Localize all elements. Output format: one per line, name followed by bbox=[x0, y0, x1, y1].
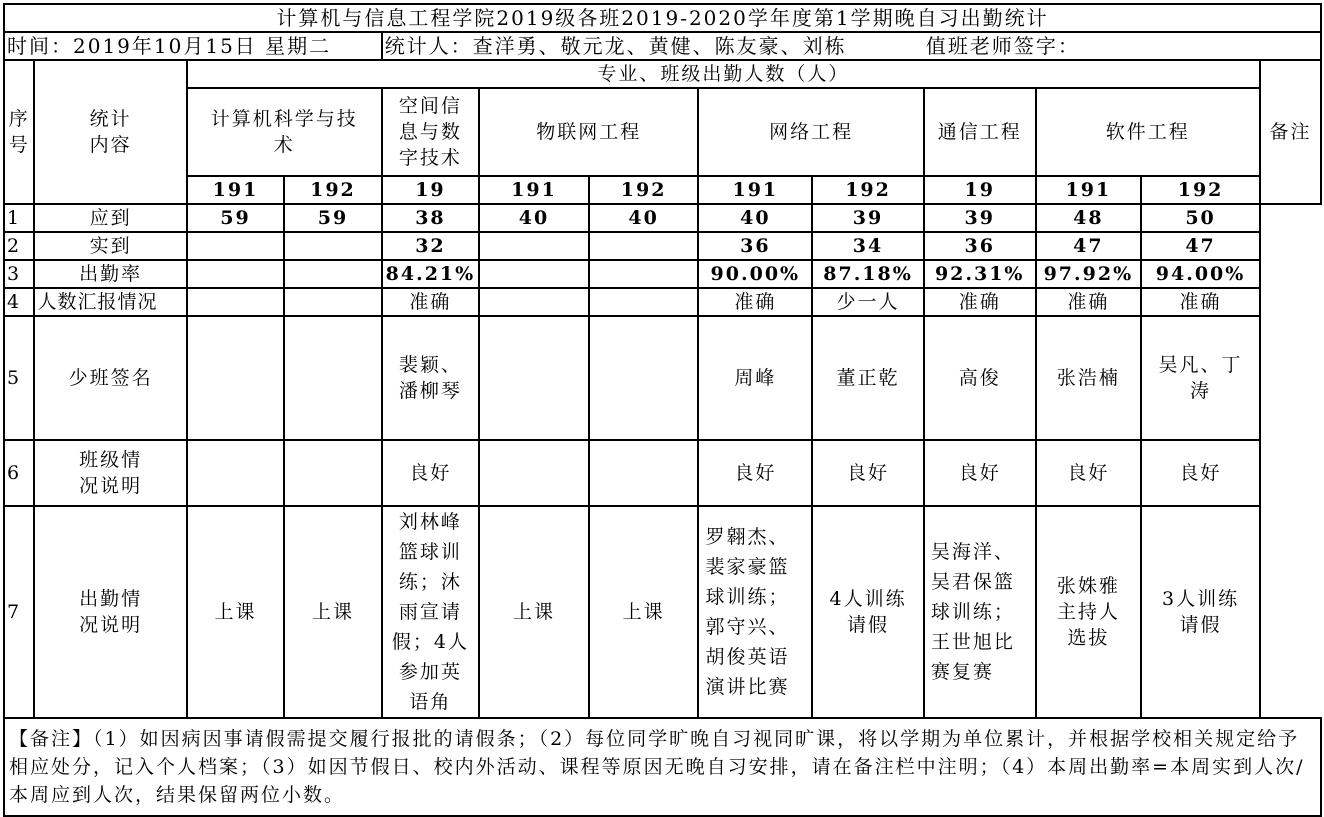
cell: 39 bbox=[924, 204, 1036, 232]
cell bbox=[187, 260, 284, 288]
cell: 47 bbox=[1036, 232, 1142, 260]
class-header: 19 bbox=[382, 176, 479, 204]
row-seq: 1 bbox=[4, 204, 34, 232]
cell: 良好 bbox=[1036, 440, 1142, 506]
table-row bbox=[4, 316, 1321, 440]
cell: 84.21% bbox=[382, 260, 479, 288]
cell: 40 bbox=[589, 204, 699, 232]
cell: 良好 bbox=[382, 440, 479, 506]
row-label: 出勤率 bbox=[34, 260, 186, 288]
cell bbox=[479, 288, 589, 316]
cell: 36 bbox=[698, 232, 812, 260]
attendance-table bbox=[3, 3, 1322, 817]
cell bbox=[479, 316, 589, 440]
cell: 良好 bbox=[812, 440, 924, 506]
cell: 36 bbox=[924, 232, 1036, 260]
cell: 40 bbox=[698, 204, 812, 232]
cell bbox=[479, 260, 589, 288]
class-header: 191 bbox=[698, 176, 812, 204]
cell: 38 bbox=[382, 204, 479, 232]
cell: 90.00% bbox=[698, 260, 812, 288]
cell: 87.18% bbox=[812, 260, 924, 288]
cell: 准确 bbox=[1036, 288, 1142, 316]
cell bbox=[284, 440, 381, 506]
class-header: 192 bbox=[284, 176, 381, 204]
cell bbox=[187, 288, 284, 316]
record-time: 时间：2019年10月15日 星期二 bbox=[4, 32, 382, 60]
row-seq: 3 bbox=[4, 260, 34, 288]
class-header: 191 bbox=[187, 176, 284, 204]
row-label: 人数汇报情况 bbox=[34, 288, 186, 316]
table-row bbox=[4, 288, 1321, 316]
cell: 97.92% bbox=[1036, 260, 1142, 288]
major-header: 计算机科学与技术 bbox=[187, 88, 382, 176]
cell: 上课 bbox=[589, 506, 699, 718]
cell: 39 bbox=[812, 204, 924, 232]
cell bbox=[589, 232, 699, 260]
row-seq: 7 bbox=[4, 506, 34, 718]
cell bbox=[187, 316, 284, 440]
row-label: 少班签名 bbox=[34, 316, 186, 440]
row-label: 出勤情况说明 bbox=[34, 506, 186, 718]
row-seq: 4 bbox=[4, 288, 34, 316]
table-row bbox=[4, 204, 1321, 232]
cell: 周峰 bbox=[698, 316, 812, 440]
class-header: 19 bbox=[924, 176, 1036, 204]
cell bbox=[187, 232, 284, 260]
class-header: 192 bbox=[589, 176, 699, 204]
cell: 罗翱杰、裴家豪篮球训练；郭守兴、胡俊英语演讲比赛 bbox=[698, 506, 812, 718]
row-label: 实到 bbox=[34, 232, 186, 260]
cell bbox=[284, 316, 381, 440]
class-header: 191 bbox=[1036, 176, 1142, 204]
row-label: 班级情况说明 bbox=[34, 440, 186, 506]
cell bbox=[589, 316, 699, 440]
cell: 少一人 bbox=[812, 288, 924, 316]
table-row bbox=[4, 506, 1321, 718]
cell: 上课 bbox=[187, 506, 284, 718]
cell: 高俊 bbox=[924, 316, 1036, 440]
row-seq: 2 bbox=[4, 232, 34, 260]
seq-header: 序号 bbox=[4, 60, 34, 204]
cell: 良好 bbox=[698, 440, 812, 506]
cell: 32 bbox=[382, 232, 479, 260]
cell: 良好 bbox=[1141, 440, 1260, 506]
cell: 准确 bbox=[382, 288, 479, 316]
cell: 准确 bbox=[698, 288, 812, 316]
row-seq: 5 bbox=[4, 316, 34, 440]
cell bbox=[479, 232, 589, 260]
class-header: 192 bbox=[1141, 176, 1260, 204]
cell: 3人训练请假 bbox=[1141, 506, 1260, 718]
sheet-title: 计算机与信息工程学院2019级各班2019-2020学年度第1学期晚自习出勤统计 bbox=[4, 4, 1321, 32]
cell bbox=[589, 440, 699, 506]
cell bbox=[589, 260, 699, 288]
cell: 张浩楠 bbox=[1036, 316, 1142, 440]
major-header: 通信工程 bbox=[924, 88, 1036, 176]
cell: 59 bbox=[284, 204, 381, 232]
cell: 准确 bbox=[924, 288, 1036, 316]
cell bbox=[589, 288, 699, 316]
notes-block: 【备注】（1）如因病因事请假需提交履行报批的请假条；（2）每位同学旷晚自习视同旷课，将以学期为单位累计，并根据学校相关规定给予相应处分，记入个人档案；（3）如因节假日、校内外活动、课程等原因无晚自习安排，请在备注栏中注明；（4）本周出勤率=本周实到人次/本周应到人次，结果保留两位小数。 bbox=[4, 718, 1321, 816]
teacher-signature: 值班老师签字： bbox=[924, 32, 1321, 60]
row-label: 应到 bbox=[34, 204, 186, 232]
cell: 良好 bbox=[924, 440, 1036, 506]
cell: 裴颖、潘柳琴 bbox=[382, 316, 479, 440]
cell: 吴凡、丁涛 bbox=[1141, 316, 1260, 440]
major-header: 网络工程 bbox=[698, 88, 923, 176]
stat-persons: 统计人：查洋勇、敬元龙、黄健、陈友豪、刘栋 bbox=[382, 32, 924, 60]
cell: 50 bbox=[1141, 204, 1260, 232]
table-row bbox=[4, 232, 1321, 260]
cell: 吴海洋、吴君保篮球训练；王世旭比赛复赛 bbox=[924, 506, 1036, 718]
major-header: 软件工程 bbox=[1036, 88, 1260, 176]
cell: 34 bbox=[812, 232, 924, 260]
class-header: 191 bbox=[479, 176, 589, 204]
attendance-group-header: 专业、班级出勤人数（人） bbox=[187, 60, 1260, 88]
cell: 4人训练请假 bbox=[812, 506, 924, 718]
major-header: 物联网工程 bbox=[479, 88, 698, 176]
cell: 董正乾 bbox=[812, 316, 924, 440]
major-header: 空间信息与数字技术 bbox=[382, 88, 479, 176]
cell: 准确 bbox=[1141, 288, 1260, 316]
cell: 上课 bbox=[479, 506, 589, 718]
cell bbox=[284, 260, 381, 288]
cell: 40 bbox=[479, 204, 589, 232]
cell bbox=[479, 440, 589, 506]
cell: 47 bbox=[1141, 232, 1260, 260]
table-row bbox=[4, 260, 1321, 288]
cell bbox=[284, 288, 381, 316]
cell bbox=[187, 440, 284, 506]
remark-cell bbox=[1260, 204, 1321, 718]
cell: 48 bbox=[1036, 204, 1142, 232]
row-seq: 6 bbox=[4, 440, 34, 506]
table-row bbox=[4, 440, 1321, 506]
cell: 上课 bbox=[284, 506, 381, 718]
cell: 59 bbox=[187, 204, 284, 232]
cell: 92.31% bbox=[924, 260, 1036, 288]
cell: 刘林峰篮球训练；沐雨宣请假；4人参加英语角 bbox=[382, 506, 479, 718]
class-header: 192 bbox=[812, 176, 924, 204]
cell: 94.00% bbox=[1141, 260, 1260, 288]
content-header: 统计内容 bbox=[34, 60, 186, 204]
cell: 张姝雅主持人选拔 bbox=[1036, 506, 1142, 718]
remark-header: 备注 bbox=[1260, 60, 1321, 204]
cell bbox=[284, 232, 381, 260]
